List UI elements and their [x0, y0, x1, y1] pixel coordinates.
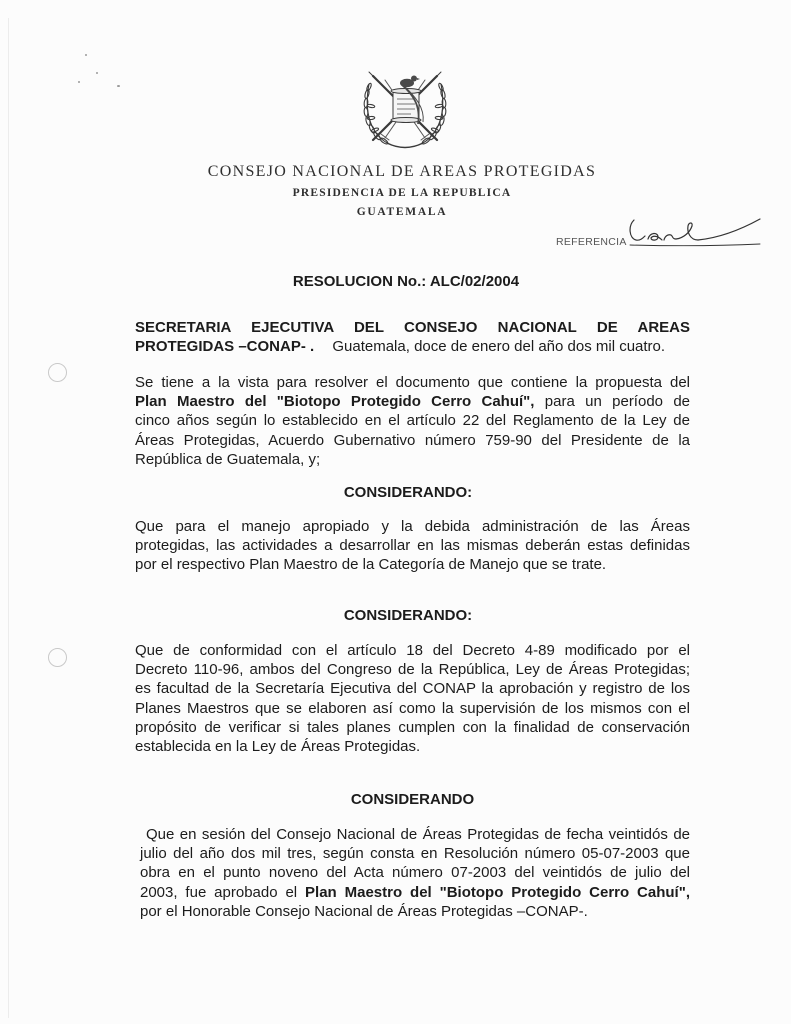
ribbon [387, 143, 423, 148]
considerando-line: protegidas, las actividades a desarrollar en las mismas deberán estas definidas [135, 537, 690, 555]
scan-speck [85, 54, 87, 56]
punch-hole [48, 363, 67, 382]
scan-speck [96, 72, 98, 74]
considerando-line: por el Honorable Consejo Nacional de Áreas Protegidas –CONAP-. [140, 902, 588, 920]
considerando-line: Decreto 110-96, ambos del Congreso de la República, Ley de Áreas Protegidas; [135, 661, 690, 679]
considerando-heading: CONSIDERANDO: [343, 484, 473, 501]
country-line: GUATEMALA [356, 206, 448, 218]
preamble-line: Se tiene a la vista para resolver el documento que contiene la propuesta del [135, 374, 690, 391]
preamble-line: República de Guatemala, y; [135, 450, 321, 468]
considerando-heading: CONSIDERANDO: [343, 607, 473, 624]
considerando-line: propósito de verificar si tales planes cumplen con la finalidad de conservación [135, 718, 690, 736]
preamble-line: Áreas Protegidas, Acuerdo Gubernativo número 759-90 del Presidente de la [135, 431, 690, 449]
scan-speck [78, 81, 80, 83]
considerando-emphasis: Plan Maestro del "Biotopo Protegido Cerro Cahuí", [305, 883, 690, 901]
considerando-paragraph [140, 825, 690, 921]
presidency-line: PRESIDENCIA DE LA REPUBLICA [292, 187, 512, 199]
intro-line: SECRETARIA EJECUTIVA DEL CONSEJO NACIONAL DE AREAS [135, 319, 690, 336]
intro-line [135, 337, 690, 356]
considerando-line: Planes Maestros que se elaboren así como la supervisión de los mismos con el [135, 699, 690, 717]
coat-of-arms-emblem-icon [355, 60, 455, 150]
institution-name: CONSEJO NACIONAL DE AREAS PROTEGIDAS [207, 163, 597, 180]
considerando-line [140, 883, 690, 902]
considerando-heading: CONSIDERANDO [350, 791, 475, 808]
considerando-line: julio del año dos mil tres, según consta en Resolución número 05-07-2003 que [140, 845, 690, 863]
intro-paragraph [135, 318, 690, 356]
preamble-line: cinco años según lo establecido en el artículo 22 del Reglamento de la Ley de [135, 412, 690, 430]
preamble-emphasis: Plan Maestro del "Biotopo Protegido Cerro Cahuí", [135, 393, 535, 411]
considerando-line: Que de conformidad con el artículo 18 del Decreto 4-89 modificado por el [135, 642, 690, 659]
considerando-line: Que en sesión del Consejo Nacional de Áreas Protegidas de fecha veintidós de [146, 826, 690, 843]
considerando-paragraph [135, 517, 690, 575]
intro-emphasis: PROTEGIDAS –CONAP- . [135, 338, 315, 355]
considerando-paragraph [135, 641, 690, 756]
handwritten-signature [618, 210, 768, 252]
intro-date: Guatemala, doce de enero del año dos mil cuatro. [332, 338, 666, 355]
reference-label: REFERENCIA [556, 236, 627, 248]
preamble-line [135, 392, 690, 411]
considerando-line: establecida en la Ley de Áreas Protegidas. [135, 738, 421, 756]
considerando-line: es facultad de la Secretaría Ejecutiva del CONAP la aprobación y registro de los [135, 680, 690, 698]
scan-edge [8, 18, 9, 1018]
preamble-text: para un período de [544, 393, 691, 411]
scan-speck [117, 85, 120, 87]
considerando-text: 2003, fue aprobado el [140, 883, 298, 901]
punch-hole [48, 648, 67, 667]
considerando-line: obra en el punto noveno del Acta número 07-2003 del veintidós de julio del [140, 864, 690, 882]
considerando-line: por el respectivo Plan Maestro de la Categoría de Manejo que se trate. [135, 556, 607, 574]
preamble-paragraph [135, 373, 690, 469]
resolution-number: RESOLUCION No.: ALC/02/2004 [292, 273, 520, 290]
considerando-line: Que para el manejo apropiado y la debida administración de las Áreas [135, 518, 690, 535]
